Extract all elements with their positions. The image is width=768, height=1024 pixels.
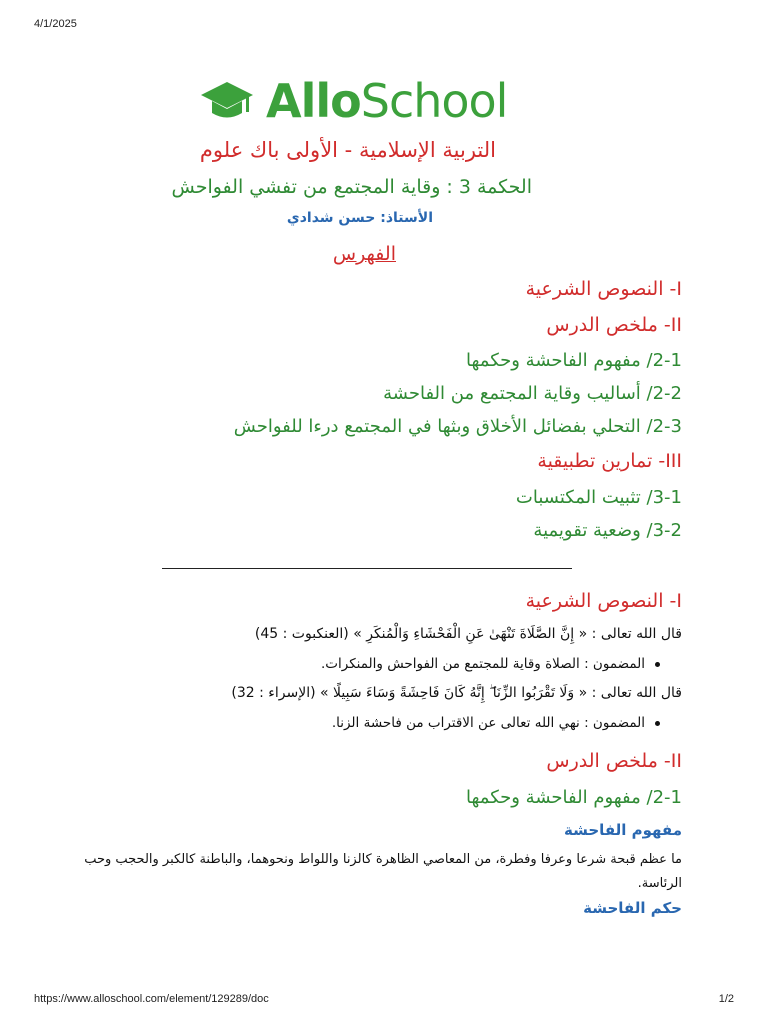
index-item-exercises[interactable]: III- تمارين تطبيقية: [537, 450, 682, 472]
subject-title: التربية الإسلامية - الأولى باك علوم: [199, 138, 496, 162]
concept-paragraph: ما عظم قبحة شرعا وعرفا وفطرة، من المعاصي الظاهرة كالزنا واللواط ونحوهما، والباطنة كالكبر والحجب وحب الرئاسة.: [84, 852, 682, 891]
section-texts-heading: I- النصوص الشرعية: [525, 590, 682, 612]
bullet-2-text: المضمون : نهي الله تعالى عن الاقتراب من فاحشة الزنا.: [331, 715, 645, 731]
print-date: 4/1/2025: [34, 18, 77, 30]
index-item-concept[interactable]: 2-1/ مفهوم الفاحشة وحكمها: [466, 350, 682, 371]
divider-line: [162, 568, 572, 569]
index-item-consolidation[interactable]: 3-1/ تثبيت المكتسبات: [515, 487, 682, 508]
index-item-texts[interactable]: I- النصوص الشرعية: [525, 278, 682, 300]
index-item-evaluation[interactable]: 3-2/ وضعية تقويمية: [533, 520, 682, 541]
bullet-1-text: المضمون : الصلاة وقاية للمجتمع من الفواحش والمنكرات.: [321, 656, 645, 672]
bullet-2: [332, 715, 660, 731]
concept-heading: مفهوم الفاحشة: [564, 821, 682, 839]
index-item-prevention[interactable]: 2-2/ أساليب وقاية المجتمع من الفاحشة: [383, 383, 682, 404]
teacher-name: الأستاذ: حسن شدادي: [286, 210, 433, 226]
index-item-virtues[interactable]: 2-3/ التحلي بفضائل الأخلاق وبثها في المجتمع درءا للفواحش: [233, 416, 682, 437]
section-summary-heading: II- ملخص الدرس: [546, 750, 682, 772]
lesson-title: الحكمة 3 : وقاية المجتمع من تفشي الفواحش: [171, 176, 532, 198]
index-title: الفهرس: [332, 243, 396, 265]
verse-2: قال الله تعالى : « وَلَا تَقْرَبُوا الزِّنَا ۖ إِنَّهُ كَانَ فَاحِشَةً وَسَاءَ سَبِيلًا » (الإسراء : 32): [231, 685, 682, 701]
bullet-dot: [655, 721, 660, 726]
graduation-cap-icon: [200, 80, 254, 124]
bullet-dot: [655, 662, 660, 667]
index-item-summary[interactable]: II- ملخص الدرس: [546, 314, 682, 336]
ruling-heading: حكم الفاحشة: [583, 899, 682, 917]
logo-wordmark: [266, 74, 507, 128]
alloschool-logo[interactable]: [200, 72, 520, 134]
verse-1: قال الله تعالى : « إِنَّ الصَّلَاةَ تَنْهَىٰ عَنِ الْفَحْشَاءِ وَالْمُنكَرِ » (العنكبوت : 45): [254, 626, 682, 642]
page-number: 1/2: [718, 993, 734, 1005]
logo-word-allo: Allo: [266, 74, 361, 128]
page-url[interactable]: https://www.alloschool.com/element/129289/doc: [34, 993, 269, 1005]
subsection-concept-heading: 2-1/ مفهوم الفاحشة وحكمها: [466, 787, 682, 808]
bullet-1: [321, 656, 660, 672]
logo-word-school: School: [360, 74, 508, 128]
